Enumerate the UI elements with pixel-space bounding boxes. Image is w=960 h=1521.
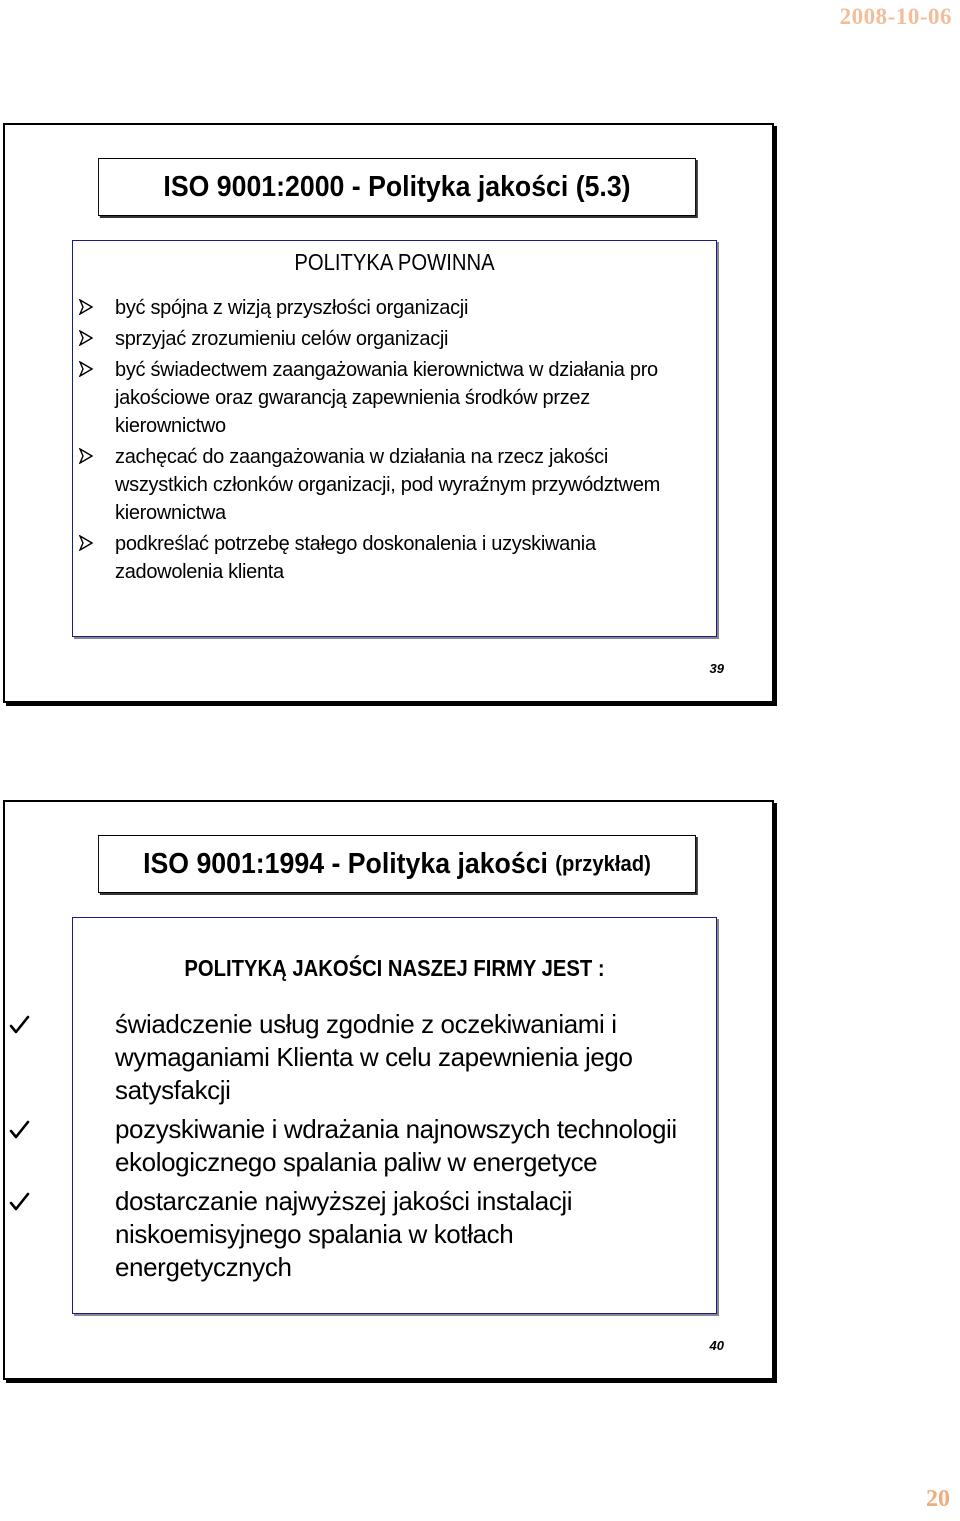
box-heading: POLITYKĄ JAKOŚCI NASZEJ FIRMY JEST : <box>184 955 605 981</box>
list-item-text: świadczenie usług zgodnie z oczekiwaniami i wymaganiami Klienta w celu zapewnienia jego satysfakcji <box>115 1009 633 1105</box>
document-date: 2008-10-06 <box>839 4 952 29</box>
checkmark-icon <box>8 1014 30 1036</box>
bullet-list <box>73 294 716 586</box>
list-item-text: podkreślać potrzebę stałego doskonalenia i uzyskiwania zadowolenia klienta <box>115 533 596 583</box>
list-item <box>73 443 716 527</box>
list-item-text: być świadectwem zaangażowania kierownictwa w działania pro jakościowe oraz gwarancją zapewnienia środków przez kierownictwo <box>115 359 658 437</box>
box-heading: POLITYKA POWINNA <box>294 249 495 275</box>
checklist <box>73 1008 716 1284</box>
arrow-bullet-icon <box>79 535 93 551</box>
slide-title-text: ISO 9001:2000 - Polityka jakości (5.3) <box>163 170 631 203</box>
arrow-bullet-icon <box>79 361 93 377</box>
list-item-text: sprzyjać zrozumieniu celów organizacji <box>115 328 449 350</box>
slide-title <box>98 158 696 216</box>
list-item-text: być spójna z wizją przyszłości organizacji <box>115 297 469 319</box>
slide-40 <box>3 800 774 1380</box>
content-box <box>72 240 717 637</box>
list-item <box>73 356 716 440</box>
list-item <box>73 1008 716 1107</box>
list-item <box>73 294 716 322</box>
slide-title <box>98 835 696 893</box>
arrow-bullet-icon <box>79 299 93 315</box>
content-box <box>72 917 717 1314</box>
list-item-text: dostarczanie najwyższej jakości instalacji niskoemisyjnego spalania w kotłach energetycznych <box>115 1186 573 1282</box>
checkmark-icon <box>8 1191 30 1213</box>
page-number: 20 <box>926 1486 950 1512</box>
list-item <box>73 1185 716 1284</box>
slide-39 <box>3 123 774 703</box>
slide-title-text: ISO 9001:1994 - Polityka jakości <box>143 847 548 880</box>
list-item-text: zachęcać do zaangażowania w działania na rzecz jakości wszystkich członków organizacji, pod wyraźnym przywództwem kierownictwa <box>115 446 661 524</box>
slide-title-suffix: (przykład) <box>555 851 651 876</box>
list-item <box>73 1113 716 1179</box>
list-item-text: pozyskiwanie i wdrażania najnowszych technologii ekologicznego spalania paliw w energetyce <box>115 1114 677 1177</box>
arrow-bullet-icon <box>79 448 93 464</box>
slide-number: 40 <box>709 1338 724 1353</box>
checkmark-icon <box>8 1119 30 1141</box>
arrow-bullet-icon <box>79 330 93 346</box>
slide-number: 39 <box>709 661 724 676</box>
list-item <box>73 325 716 353</box>
list-item <box>73 530 716 586</box>
